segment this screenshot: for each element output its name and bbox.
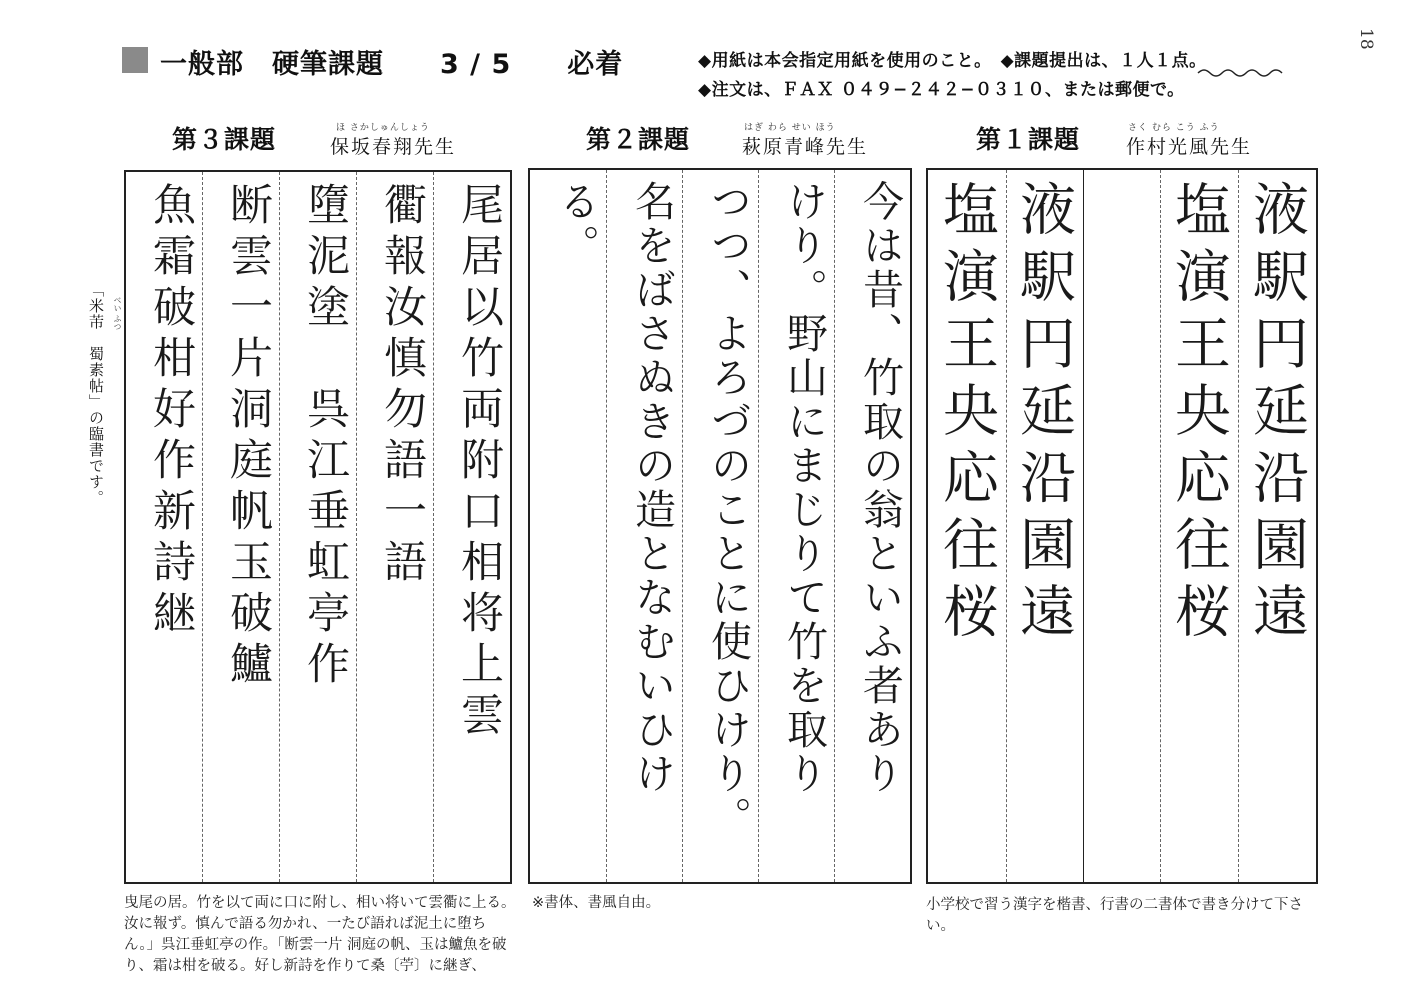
task3-column-3: 墮泥塗 呉江垂虹亭作 <box>300 182 350 692</box>
task3-column-5: 魚霜破柑好作新詩継 <box>146 182 196 641</box>
side-note-ruby: べい ふつ <box>113 296 122 331</box>
notice-paper-submission: ◆用紙は本会指定用紙を使用のこと。 ◆課題提出は、１人１点。 <box>698 51 1207 71</box>
task3-translation-note: 曳尾の居。竹を以て両に口に附し、相い将いて雲衢に上る。汝に報ず。慎んで語る勿かれ、一たび語れば泥土に堕ちん。」呉江垂虹亭の作。「断雲一片 洞庭の帆、玉は鱸魚を破り、霜は柑を破る。好し新詩を作りて桑〔苧〕に継ぎ、 <box>124 895 516 974</box>
task2-column-2: けり。野山にまじりて竹を取り <box>780 180 828 796</box>
task3-teacher-ruby: ほ さかしゅんしょう <box>336 123 430 133</box>
task1-note: 小学校で習う漢字を楷書、行書の二書体で書き分けて下さい。 <box>926 897 1303 934</box>
task2-column-1: 今は昔、竹取の翁といふ者あり <box>856 180 904 796</box>
task3-column-4: 断雲一片洞庭帆玉破鱸 <box>223 182 273 692</box>
task2-teacher-ruby: はぎ わら せい ほう <box>744 123 836 133</box>
task2-column-5: る。 <box>552 180 600 268</box>
task1-column-1: 液駅円延沿園遠 <box>1244 180 1309 649</box>
task1-teacher-ruby: さく むら こう ふう <box>1128 123 1220 133</box>
header-square-icon <box>122 47 148 73</box>
wavy-underline <box>1196 67 1288 79</box>
task2-heading: 第２課題 <box>586 125 691 154</box>
page-number: 18 <box>1356 28 1376 50</box>
task3-column-1: 尾居以竹両附口相将上雲 <box>454 182 504 743</box>
task2-teacher: 萩原青峰先生 <box>742 136 869 158</box>
notice-order: ◆注文は、ＦＡＸ ０４９−２４２−０３１０、または郵便で。 <box>698 80 1185 100</box>
task1-column-4: 塩演王央応往桜 <box>934 180 999 649</box>
side-note: 「米芾 蜀素帖」の臨書です。 <box>87 282 105 506</box>
task3-column-2: 衢報汝慎勿語一語 <box>377 182 427 590</box>
task1-column-2: 塩演王央応往桜 <box>1166 180 1231 649</box>
task3-box <box>124 170 512 884</box>
task1-heading: 第１課題 <box>976 125 1081 154</box>
task1-teacher: 作村光風先生 <box>1126 136 1253 158</box>
task2-note: ※書体、書風自由。 <box>532 895 661 911</box>
task3-teacher: 保坂春翔先生 <box>330 136 457 158</box>
task1-box <box>926 168 1318 884</box>
page-title: 一般部 硬筆課題 3 / 5 必着 <box>160 49 624 80</box>
task2-column-4: 名をばさぬきの造となむいひけ <box>628 180 676 796</box>
task3-heading: 第３課題 <box>172 125 277 154</box>
task2-column-3: つつ、よろづのことに使ひけり。 <box>704 180 752 840</box>
task2-box <box>528 168 912 884</box>
task1-column-3: 液駅円延沿園遠 <box>1011 180 1076 649</box>
